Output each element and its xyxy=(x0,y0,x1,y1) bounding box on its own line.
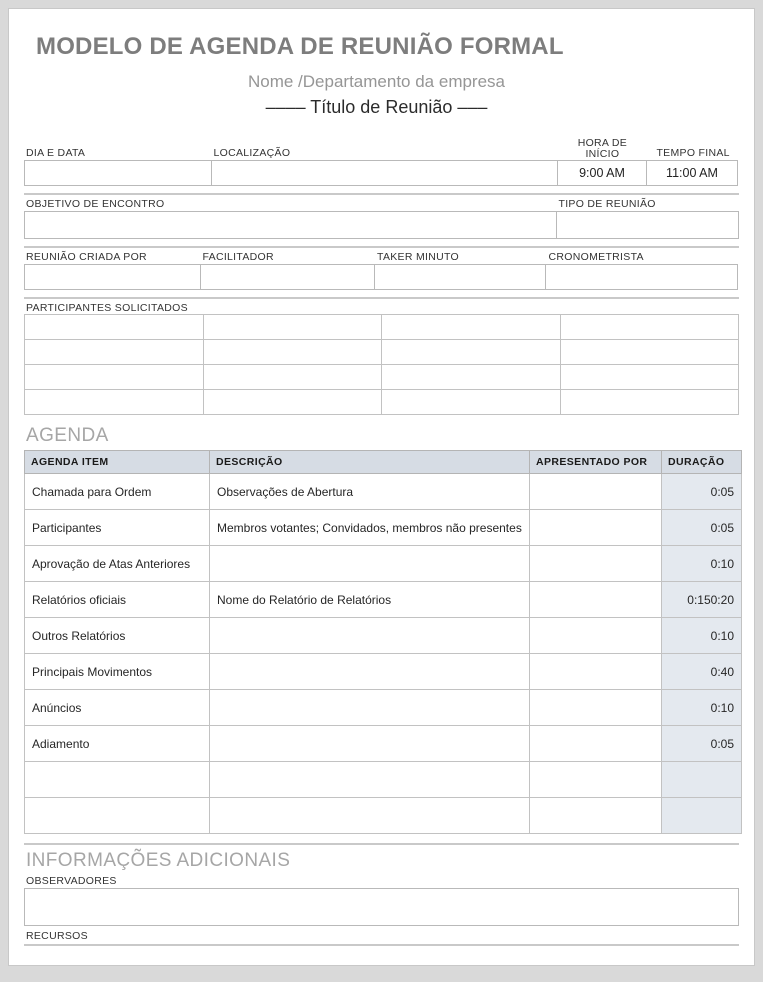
participants-row xyxy=(24,340,739,365)
agenda-item-cell[interactable]: Principais Movimentos xyxy=(25,654,210,690)
agenda-item-cell[interactable]: Adiamento xyxy=(25,726,210,762)
participants-row xyxy=(24,390,739,415)
page-title: MODELO DE AGENDA DE REUNIÃO FORMAL xyxy=(36,33,564,60)
agenda-duration-cell[interactable] xyxy=(662,798,742,834)
timekeeper-label: CRONOMETRISTA xyxy=(548,251,644,263)
agenda-description-cell[interactable] xyxy=(210,762,530,798)
document-page xyxy=(8,8,755,966)
agenda-description-cell[interactable] xyxy=(210,618,530,654)
header-row-1-labels xyxy=(24,138,739,160)
timekeeper-input[interactable] xyxy=(545,264,738,290)
agenda-description-cell[interactable] xyxy=(210,726,530,762)
participant-cell[interactable] xyxy=(24,339,204,365)
agenda-duration-cell[interactable]: 0:05 xyxy=(662,510,742,546)
agenda-presented-by-cell[interactable] xyxy=(530,690,662,726)
table-row xyxy=(25,762,742,798)
agenda-description-cell[interactable] xyxy=(210,546,530,582)
day-date-label: DIA E DATA xyxy=(26,147,86,159)
table-row xyxy=(25,654,742,690)
start-time-label-line1: HORA DE xyxy=(577,137,628,149)
participant-cell[interactable] xyxy=(24,314,204,340)
agenda-description-cell[interactable] xyxy=(210,798,530,834)
agenda-presented-by-cell[interactable] xyxy=(530,546,662,582)
participants-row xyxy=(24,315,739,340)
agenda-presented-by-cell[interactable] xyxy=(530,582,662,618)
table-row xyxy=(25,798,742,834)
agenda-presented-by-cell[interactable] xyxy=(530,654,662,690)
participant-cell[interactable] xyxy=(381,314,561,340)
facilitator-label: FACILITADOR xyxy=(202,251,274,263)
agenda-presented-by-cell[interactable] xyxy=(530,618,662,654)
agenda-header-row xyxy=(25,451,742,474)
divider-4 xyxy=(24,843,739,845)
participant-cell[interactable] xyxy=(203,364,383,390)
divider-1 xyxy=(24,193,739,195)
agenda-description-cell[interactable] xyxy=(210,654,530,690)
meeting-type-input[interactable] xyxy=(556,211,739,239)
meeting-title: –––– Título de Reunião ––– xyxy=(265,97,488,117)
facilitator-input[interactable] xyxy=(200,264,375,290)
agenda-col-duration: DURAÇÃO xyxy=(662,451,742,474)
observers-input[interactable] xyxy=(24,888,739,926)
agenda-presented-by-cell[interactable] xyxy=(530,474,662,510)
agenda-presented-by-cell[interactable] xyxy=(530,798,662,834)
agenda-table xyxy=(24,450,742,834)
company-department-subtitle: Nome /Departamento da empresa xyxy=(247,72,506,91)
participant-cell[interactable] xyxy=(381,389,561,415)
table-row xyxy=(25,510,742,546)
start-time-input[interactable]: 9:00 AM xyxy=(557,160,647,186)
resources-label: RECURSOS xyxy=(26,930,88,942)
agenda-duration-cell[interactable]: 0:150:20 xyxy=(662,582,742,618)
minute-taker-input[interactable] xyxy=(374,264,546,290)
divider-3 xyxy=(24,297,739,299)
participant-cell[interactable] xyxy=(381,339,561,365)
start-time-label-line2: INÍCIO xyxy=(585,148,620,160)
participant-cell[interactable] xyxy=(560,314,740,340)
participant-cell[interactable] xyxy=(203,314,383,340)
agenda-col-presented-by: APRESENTADO POR xyxy=(530,451,662,474)
table-row xyxy=(25,582,742,618)
agenda-duration-cell[interactable]: 0:10 xyxy=(662,690,742,726)
agenda-description-cell[interactable]: Nome do Relatório de Relatórios xyxy=(210,582,530,618)
agenda-description-cell[interactable] xyxy=(210,690,530,726)
agenda-item-cell[interactable] xyxy=(25,762,210,798)
page-content xyxy=(24,19,739,955)
agenda-duration-cell[interactable] xyxy=(662,762,742,798)
table-row xyxy=(25,726,742,762)
header-row-3-labels xyxy=(24,251,739,264)
agenda-item-cell[interactable]: Chamada para Ordem xyxy=(25,474,210,510)
header-row-1-fields xyxy=(24,160,739,186)
agenda-duration-cell[interactable]: 0:05 xyxy=(662,474,742,510)
start-time-label xyxy=(558,138,648,160)
agenda-presented-by-cell[interactable] xyxy=(530,726,662,762)
agenda-item-cell[interactable]: Outros Relatórios xyxy=(25,618,210,654)
table-row xyxy=(25,618,742,654)
agenda-item-cell[interactable]: Anúncios xyxy=(25,690,210,726)
header-row-2-labels xyxy=(24,198,739,211)
additional-section-title: INFORMAÇÕES ADICIONAIS xyxy=(26,850,291,871)
participant-cell[interactable] xyxy=(24,389,204,415)
end-time-label: TEMPO FINAL xyxy=(656,147,730,159)
agenda-duration-cell[interactable]: 0:40 xyxy=(662,654,742,690)
agenda-description-cell[interactable]: Observações de Abertura xyxy=(210,474,530,510)
resources-rule xyxy=(24,944,739,946)
observers-label: OBSERVADORES xyxy=(26,875,117,887)
agenda-presented-by-cell[interactable] xyxy=(530,762,662,798)
participant-cell[interactable] xyxy=(203,389,383,415)
participant-cell[interactable] xyxy=(203,339,383,365)
created-by-input[interactable] xyxy=(24,264,201,290)
header-row-3-fields xyxy=(24,264,739,290)
objective-input[interactable] xyxy=(24,211,557,239)
participants-row xyxy=(24,365,739,390)
participant-cell[interactable] xyxy=(560,389,740,415)
agenda-item-cell[interactable] xyxy=(25,798,210,834)
agenda-duration-cell[interactable]: 0:05 xyxy=(662,726,742,762)
agenda-col-description: DESCRIÇÃO xyxy=(210,451,530,474)
minute-taker-label: TAKER MINUTO xyxy=(377,251,459,263)
table-row xyxy=(25,546,742,582)
participant-cell[interactable] xyxy=(381,364,561,390)
location-label: LOCALIZAÇÃO xyxy=(213,147,291,159)
participants-grid xyxy=(24,315,739,415)
agenda-duration-cell[interactable]: 0:10 xyxy=(662,546,742,582)
agenda-col-item: AGENDA ITEM xyxy=(25,451,210,474)
participant-cell[interactable] xyxy=(24,364,204,390)
table-row xyxy=(25,474,742,510)
header-row-2-fields xyxy=(24,211,739,239)
agenda-section-title: AGENDA xyxy=(26,425,109,446)
table-row xyxy=(25,690,742,726)
agenda-item-cell[interactable]: Aprovação de Atas Anteriores xyxy=(25,546,210,582)
objective-label: OBJETIVO DE ENCONTRO xyxy=(26,198,165,210)
location-input[interactable] xyxy=(211,160,558,186)
participant-cell[interactable] xyxy=(560,364,740,390)
agenda-description-cell[interactable]: Membros votantes; Convidados, membros não presentes xyxy=(210,510,530,546)
divider-2 xyxy=(24,246,739,248)
meeting-type-label: TIPO DE REUNIÃO xyxy=(558,198,656,210)
agenda-duration-cell[interactable]: 0:10 xyxy=(662,618,742,654)
day-date-input[interactable] xyxy=(24,160,212,186)
agenda-item-cell[interactable]: Relatórios oficiais xyxy=(25,582,210,618)
agenda-item-cell[interactable]: Participantes xyxy=(25,510,210,546)
created-by-label: REUNIÃO CRIADA POR xyxy=(26,251,147,263)
participants-label: PARTICIPANTES SOLICITADOS xyxy=(26,302,188,314)
end-time-input[interactable]: 11:00 AM xyxy=(646,160,738,186)
agenda-presented-by-cell[interactable] xyxy=(530,510,662,546)
participant-cell[interactable] xyxy=(560,339,740,365)
